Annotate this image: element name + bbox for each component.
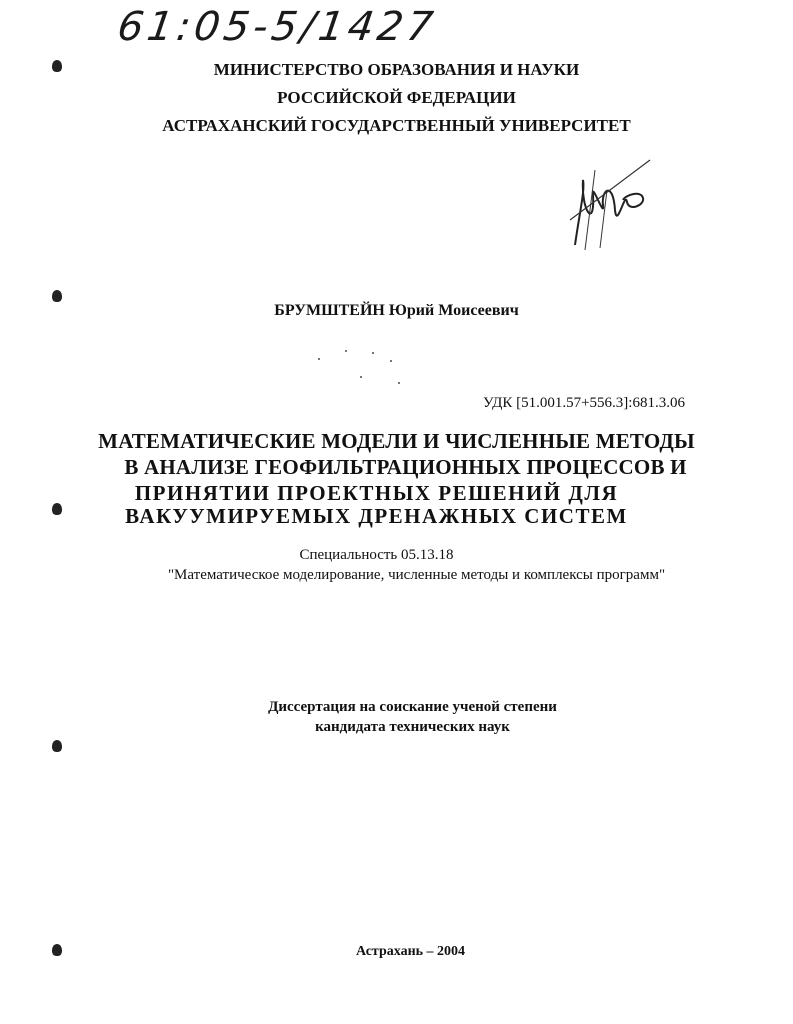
university-name: АСТРАХАНСКИЙ ГОСУДАРСТВЕННЫЙ УНИВЕРСИТЕТ [162, 116, 631, 135]
title-line-2: В АНАЛИЗЕ ГЕОФИЛЬТРАЦИОННЫХ ПРОЦЕССОВ И [124, 455, 687, 479]
title-line-1: МАТЕМАТИЧЕСКИЕ МОДЕЛИ И ЧИСЛЕННЫЕ МЕТОДЫ [98, 429, 695, 453]
binding-hole-mark [52, 740, 62, 752]
archive-code: 61:05-5/1427 [114, 4, 440, 50]
binding-hole-mark [52, 290, 62, 302]
ministry-line-1: МИНИСТЕРСТВО ОБРАЗОВАНИЯ И НАУКИ [213, 60, 580, 79]
city-year: Астрахань – 2004 [355, 944, 466, 959]
ministry-line-2: РОССИЙСКОЙ ФЕДЕРАЦИИ [277, 88, 516, 107]
binding-hole-mark [52, 503, 62, 515]
binding-hole-mark [52, 60, 62, 72]
specialty-name: "Математическое моделирование, численные методы и комплексы программ" [167, 567, 666, 583]
title-line-4: ВАКУУМИРУЕМЫХ ДРЕНАЖНЫХ СИСТЕМ [125, 504, 628, 528]
dissertation-line-2: кандидата технических наук [315, 719, 510, 735]
specialty-code: Специальность 05.13.18 [299, 547, 454, 563]
dissertation-line-1: Диссертация на соискание ученой степени [268, 699, 557, 715]
author-name: БРУМШТЕЙН Юрий Моисеевич [274, 302, 519, 319]
binding-hole-mark [52, 944, 62, 956]
signature-mark [555, 150, 665, 260]
udk-code: УДК [51.001.57+556.3]:681.3.06 [483, 395, 685, 411]
title-line-3: ПРИНЯТИИ ПРОЕКТНЫХ РЕШЕНИЙ ДЛЯ [134, 481, 619, 505]
